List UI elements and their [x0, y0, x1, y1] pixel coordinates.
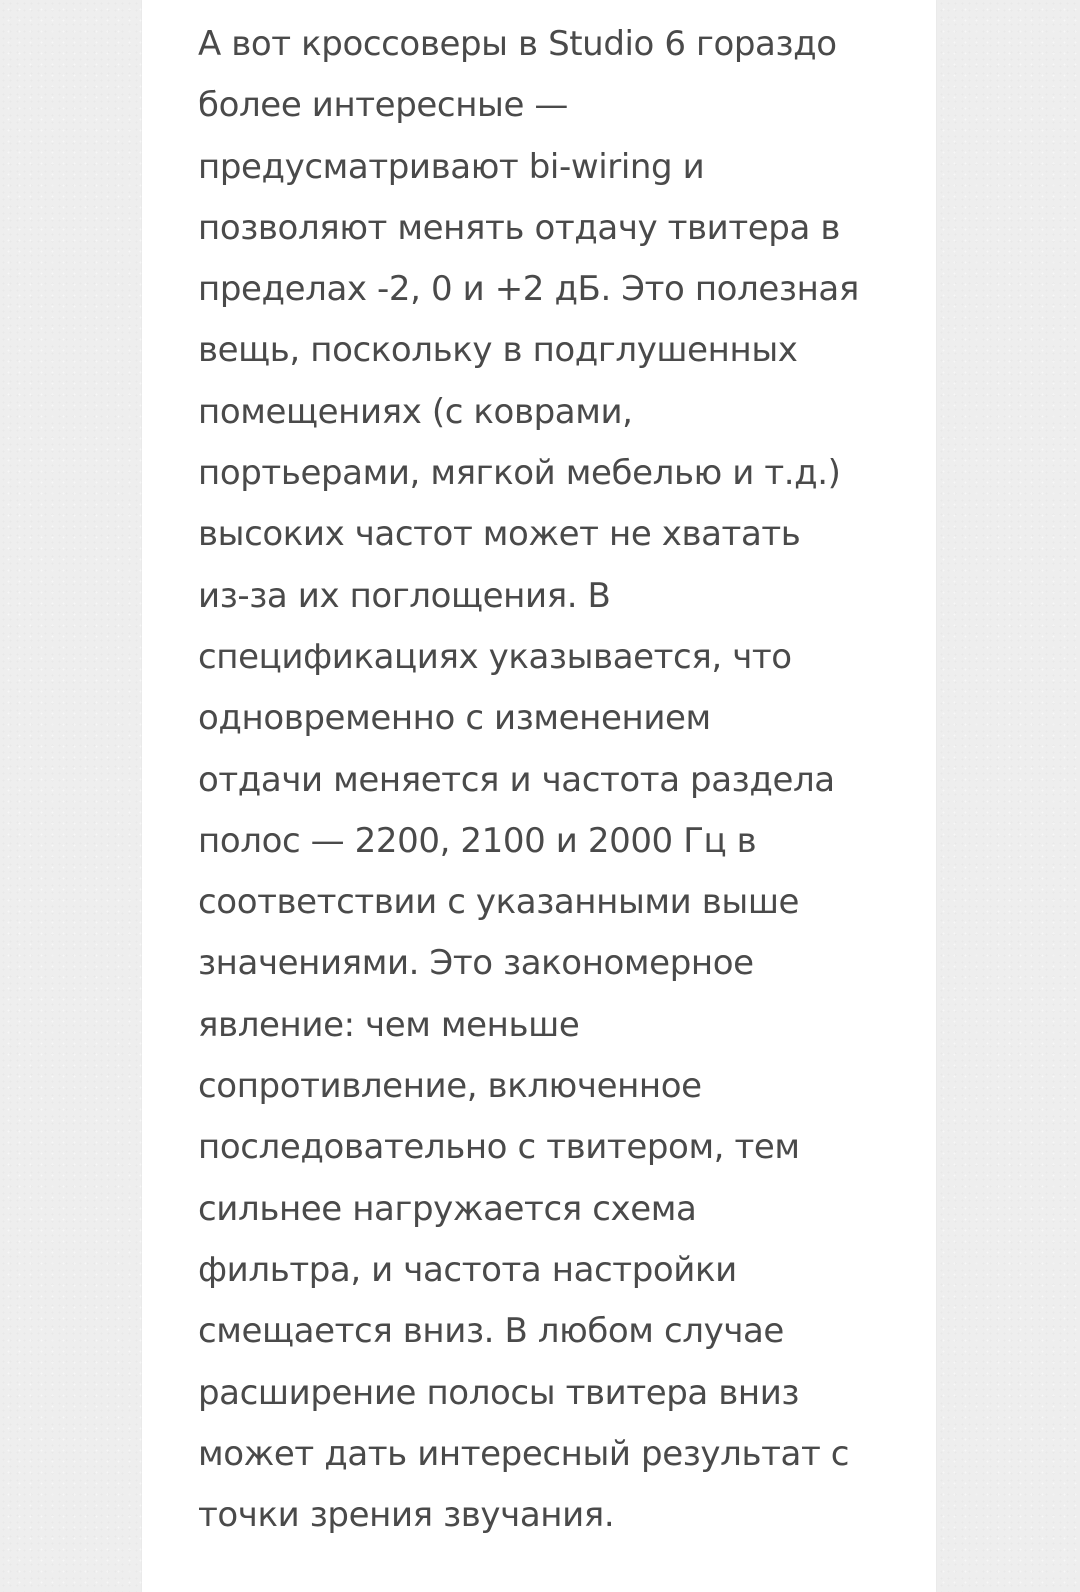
paragraph-line: А вот кроссоверы в Studio 6 гораздо	[198, 24, 837, 64]
paragraph-line: фильтра, и частота настройки	[198, 1249, 737, 1290]
paragraph-line: помещениях (с коврами,	[198, 391, 633, 432]
paragraph-line: позволяют менять отдачу твитера в	[198, 207, 840, 248]
paragraph-line: явление: чем меньше	[198, 1004, 580, 1045]
article-paragraph	[198, 14, 898, 1546]
paragraph-line: одновременно с изменением	[198, 698, 711, 739]
paragraph-line: точки зрения звучания.	[198, 1495, 615, 1536]
paragraph-line: последовательно с твитером, тем	[198, 1127, 800, 1168]
paragraph-line: сильнее нагружается схема	[198, 1188, 697, 1229]
paragraph-line: значениями. Это закономерное	[198, 943, 754, 984]
paragraph-line: высоких частот может не хватать	[198, 514, 801, 555]
paragraph-line: портьерами, мягкой мебелью и т.д.)	[198, 453, 841, 494]
paragraph-line: смещается вниз. В любом случае	[198, 1311, 784, 1352]
paragraph-line: спецификациях указывается, что	[198, 636, 792, 677]
paragraph-line: из-за их поглощения. В	[198, 575, 611, 616]
paragraph-line: предусматривают bi-wiring и	[198, 146, 705, 187]
paragraph-line: соответствии с указанными выше	[198, 882, 800, 923]
paragraph-line: полос — 2200, 2100 и 2000 Гц в	[198, 820, 757, 861]
paragraph-line: пределах -2, 0 и +2 дБ. Это полезная	[198, 269, 859, 310]
paragraph-line: более интересные —	[198, 85, 568, 126]
paragraph-line: сопротивление, включенное	[198, 1066, 702, 1107]
paragraph-line: расширение полосы твитера вниз	[198, 1372, 800, 1413]
paragraph-line: вещь, поскольку в подглушенных	[198, 330, 798, 371]
paragraph-line: может дать интересный результат с	[198, 1433, 850, 1474]
paragraph-line: отдачи меняется и частота раздела	[198, 759, 835, 800]
